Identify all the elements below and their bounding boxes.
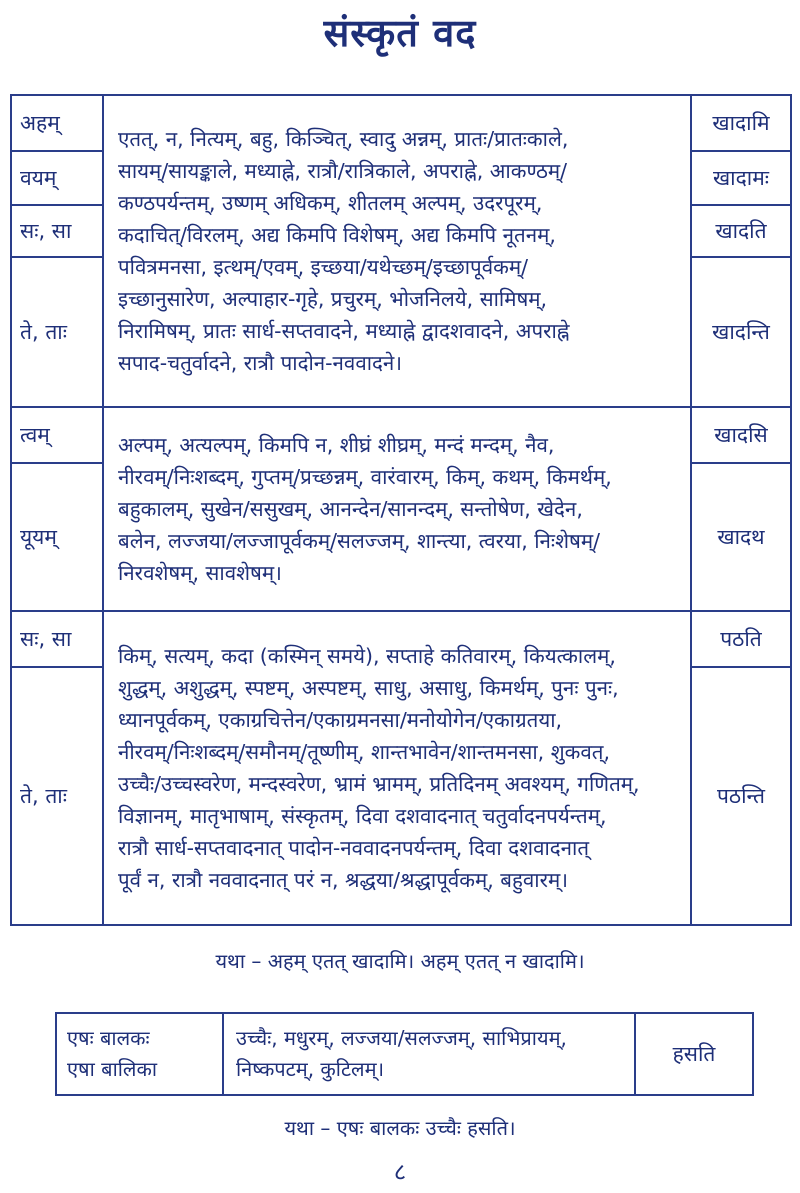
page-title: संस्कृतं वद (323, 11, 477, 55)
adverb-list-cell (103, 407, 691, 611)
verb-cell: खादसि (691, 407, 791, 463)
adverb-list-cell (103, 95, 691, 407)
text-line: कदाचित्/विरलम्, अद्य किमपि विशेषम्, अद्य किमपि नूतनम्, (118, 223, 556, 247)
text-line: पवित्रमनसा, इत्थम्/एवम्, इच्छया/यथेच्छम्/इच्छापूर्वकम्/ (118, 255, 529, 279)
verb-cell: खादामि (691, 95, 791, 151)
text-line: ध्यानपूर्वकम्, एकाग्रचित्तेन/एकाग्रमनसा/मनोयोगेन/एकाग्रतया, (118, 708, 563, 732)
subject-cell: सः, सा (11, 205, 103, 257)
example-sentence: यथा – अहम् एतत् खादामि। अहम् एतत् न खादामि। (215, 949, 585, 973)
text-line: नीरवम्/निःशब्दम्/समौनम्/तूष्णीम्, शान्तभावेन/शान्तमनसा, शुकवत्, (118, 740, 610, 764)
verb-cell: हसति (635, 1013, 753, 1095)
subject-cell: त्वम् (11, 407, 103, 463)
text-line: सपाद-चतुर्वादने, रात्रौ पादोन-नववादने। (118, 351, 403, 375)
text-line: निरामिषम्, प्रातः सार्ध-सप्तवादने, मध्याह्ने द्वादशवादने, अपराह्ने (118, 319, 570, 343)
subject-cell: वयम् (11, 151, 103, 205)
subject-cell: ते, ताः (11, 257, 103, 407)
page-number: ८ (393, 1158, 407, 1186)
text-line: किम्, सत्यम्, कदा (कस्मिन् समये), सप्ताहे कतिवारम्, कियत्कालम्, (118, 644, 616, 668)
text-line: एतत्, न, नित्यम्, बहु, किञ्चित्, स्वादु अन्नम्, प्रातः/प्रातःकाले, (118, 127, 569, 151)
adverb-list-cell (223, 1013, 635, 1095)
text-line: बलेन, लज्जया/लज्जापूर्वकम्/सलज्जम्, शान्त्या, त्वरया, निःशेषम्/ (118, 529, 601, 553)
text-line: सायम्/सायङ्काले, मध्याह्ने, रात्रौ/रात्रिकाले, अपराह्ने, आकण्ठम्/ (118, 159, 568, 183)
text-line: इच्छानुसारेण, अल्पाहार-गृहे, प्रचुरम्, भोजनिलये, सामिषम्, (118, 287, 548, 311)
text-line: विज्ञानम्, मातृभाषाम्, संस्कृतम्, दिवा दशवादनात् चतुर्वादनपर्यन्तम्, (118, 804, 607, 828)
subject-line: एषा बालिका (67, 1057, 158, 1081)
verb-cell: पठन्ति (691, 667, 791, 925)
verb-cell: खादन्ति (691, 257, 791, 407)
text-line: उच्चैः/उच्चस्वरेण, मन्दस्वरेण, भ्रामं भ्रामम्, प्रतिदिनम् अवश्यम्, गणितम्, (118, 772, 640, 796)
subject-cell: ते, ताः (11, 667, 103, 925)
text-line: अल्पम्, अत्यल्पम्, किमपि न, शीघ्रं शीघ्रम्, मन्दं मन्दम्, नैव, (118, 433, 555, 457)
verb-cell: खादथ (691, 463, 791, 611)
subject-cell (56, 1013, 223, 1095)
verb-cell: पठति (691, 611, 791, 667)
verb-cell: खादति (691, 205, 791, 257)
text-line: पूर्वं न, रात्रौ नववादनात् परं न, श्रद्धया/श्रद्धापूर्वकम्, बहुवारम्। (118, 868, 569, 892)
text-line: रात्रौ सार्ध-सप्तवादनात् पादोन-नववादनपर्यन्तम्, दिवा दशवादनात् (118, 836, 590, 860)
verb-cell: खादामः (691, 151, 791, 205)
adverb-list-cell (103, 611, 691, 925)
text-line: निरवशेषम्, सावशेषम्। (118, 561, 282, 585)
text-line: बहुकालम्, सुखेन/ससुखम्, आनन्देन/सानन्दम्, सन्तोषेण, खेदेन, (118, 497, 583, 521)
subject-cell: यूयम् (11, 463, 103, 611)
subject-line: एषः बालकः (67, 1026, 150, 1050)
subject-cell: अहम् (11, 95, 103, 151)
text-line: कण्ठपर्यन्तम्, उष्णम् अधिकम्, शीतलम् अल्पम्, उदरपूरम्, (118, 191, 543, 215)
subject-cell: सः, सा (11, 611, 103, 667)
example-sentence: यथा – एषः बालकः उच्चैः हसति। (284, 1116, 516, 1140)
laugh-table (55, 1012, 754, 1096)
text-line: निष्कपटम्, कुटिलम्। (236, 1057, 385, 1081)
text-line: शुद्धम्, अशुद्धम्, स्पष्टम्, अस्पष्टम्, साधु, असाधु, किमर्थम्, पुनः पुनः, (118, 676, 619, 700)
text-line: नीरवम्/निःशब्दम्, गुप्तम्/प्रच्छन्नम्, वारंवारम्, किम्, कथम्, किमर्थम्, (118, 465, 612, 489)
text-line: उच्चैः, मधुरम्, लज्जया/सलज्जम्, साभिप्रायम्, (236, 1026, 567, 1050)
conjugation-table (10, 94, 792, 926)
